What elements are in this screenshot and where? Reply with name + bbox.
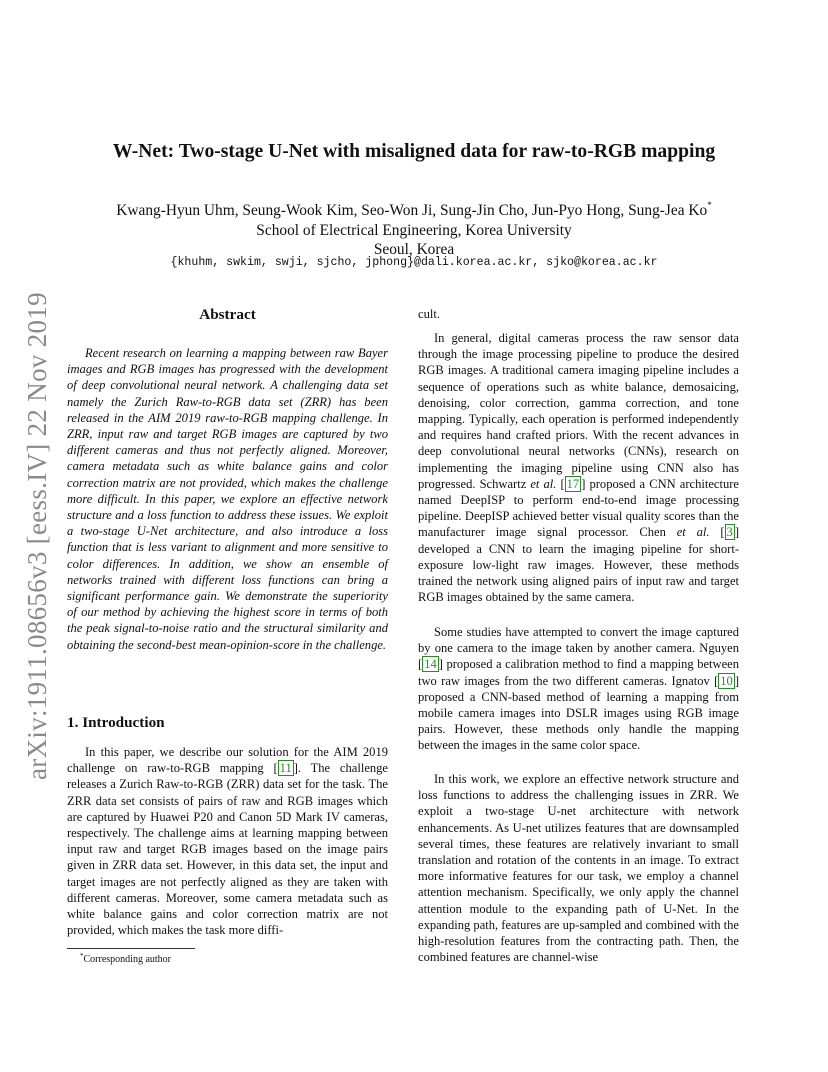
footnote: *Corresponding author [80, 952, 171, 965]
affiliation: School of Electrical Engineering, Korea University [256, 221, 572, 239]
paragraph-camera-conversion: Some studies have attempted to convert the image captured by one camera to the image taken by another camera. Nguyen [ 14 ] proposed a calibration method to find a mapping between two raw images from the two different cameras. Ignatov [ 10 ] proposed a CNN-based method of learning a mapping from mobile camera images into DSLR images using RGB image pairs. However, these methods only handle the mapping between the images in the same color space. [418, 625, 739, 753]
paragraph-this-work: In this work, we explore an effective network structure and loss functions to address the challenging issues in ZRR. We exploit a two-stage U-net architecture with network enhancements. As U-net utilizes features that are downsampled several times, these features are relatively invariant to small translation and rotation of the contents in an image. To extract more informative features for our task, we employ a channel attention mechanism. Specifically, we only apply the channel attention module to the expanding path of U-Net. In the expanding path, features are up-sampled and combined with the high-resolution features from the contracting path. Then, the combined features are channel-wise [418, 772, 739, 965]
citation-link[interactable]: 10 [720, 673, 733, 688]
footnote-divider [67, 948, 195, 949]
corresponding-mark: * [707, 200, 712, 210]
location: Seoul, Korea [373, 241, 455, 258]
author-emails: {khuhm, swkim, swji, sjcho, jphong}@dali.korea.ac.kr, sjko@korea.ac.kr [170, 256, 658, 269]
citation-link[interactable]: 17 [566, 476, 580, 491]
paper-title: W-Net: Two-stage U-Net with misaligned data for raw-to-RGB mapping [112, 141, 716, 162]
introduction-paragraph: In this paper, we describe our solution for the AIM 2019 challenge on raw-to-RGB mapping [ 11 ]. The challenge releases a Zurich Raw-to-RGB (ZRR) data set for the task. The ZRR data set consists of pairs of raw and RGB images which are captured by Huawei P20 and Canon 5D Mark IV cameras, respectively. The challenge aims at learning mapping between input raw and target RGB images based on the image pairs given in ZRR data set. However, in this data set, the input and target images are not perfectly aligned as they are taken with different cameras. Moreover, some camera metadata such as white balance gains and color correction matrix are not provided, which makes the task more diffi- [67, 745, 388, 938]
paragraph-continuation: cult. [418, 307, 440, 321]
author-block [0, 196, 828, 260]
citation-link[interactable]: 14 [424, 657, 437, 672]
abstract-text: Recent research on learning a mapping between raw Bayer images and RGB images has progressed with the development of deep convolutional neural network. A challenging data set namely the Zurich Raw-to-RGB data set (ZRR) has been released in the AIM 2019 raw-to-RGB mapping challenge. In ZRR, input raw and target RGB images are captured by two different cameras and thus not perfectly aligned. Moreover, camera metadata such as white balance gains and color correction matrix are not provided, which makes the challenge more difficult. In this paper, we explore an effective network structure and a loss function to address these issues. We exploit a two-stage U-Net architecture, and also introduce a loss function that is less variant to alignment and more sensitive to color differences. In addition, we show an ensemble of networks trained with different loss functions can bring a significant performance gain. We demonstrate the superiority of our method by achieving the highest score in terms of both the peak signal-to-noise ratio and the structural similarity and obtaining the second-best mean-opinion-score in the challenge. [67, 346, 388, 652]
arxiv-identifier: arXiv:1911.08656v3 [eess.IV] 22 Nov 2019 [22, 292, 52, 780]
citation-link[interactable]: 11 [279, 761, 292, 776]
section-heading-introduction: 1. Introduction [67, 714, 165, 731]
abstract-heading: Abstract [199, 306, 256, 323]
author-list: Kwang-Hyun Uhm, Seung-Wook Kim, Seo-Won Ji, Sung-Jin Cho, Jun-Pyo Hong, Sung-Jea Ko* [116, 200, 712, 219]
citation-link[interactable]: 3 [726, 525, 733, 540]
paragraph-camera-pipeline: In general, digital cameras process the raw sensor data through the image processing pipeline to produce the desired RGB images. A traditional camera imaging pipeline includes a sequence of operations such as white balance, demosaicing, denoising, color correction, gamma correction, and tone mapping. Typically, each operation is performed independently and requires hand crafted priors. With the recent advances in deep convolutional neural networks (CNNs), research on implementing the imaging pipeline using CNN also has progressed. Schwartz et al. [ 17 ] proposed a CNN architecture named DeepISP to perform end-to-end image processing pipeline. DeepISP achieved better visual quality scores than the manufacturer image signal processor. Chen et al. [ 3 ] developed a CNN to learn the imaging pipeline for short-exposure low-light raw images. However, these methods trained the network using aligned pairs of input raw and target RGB images obtained by the same camera. [418, 331, 739, 605]
